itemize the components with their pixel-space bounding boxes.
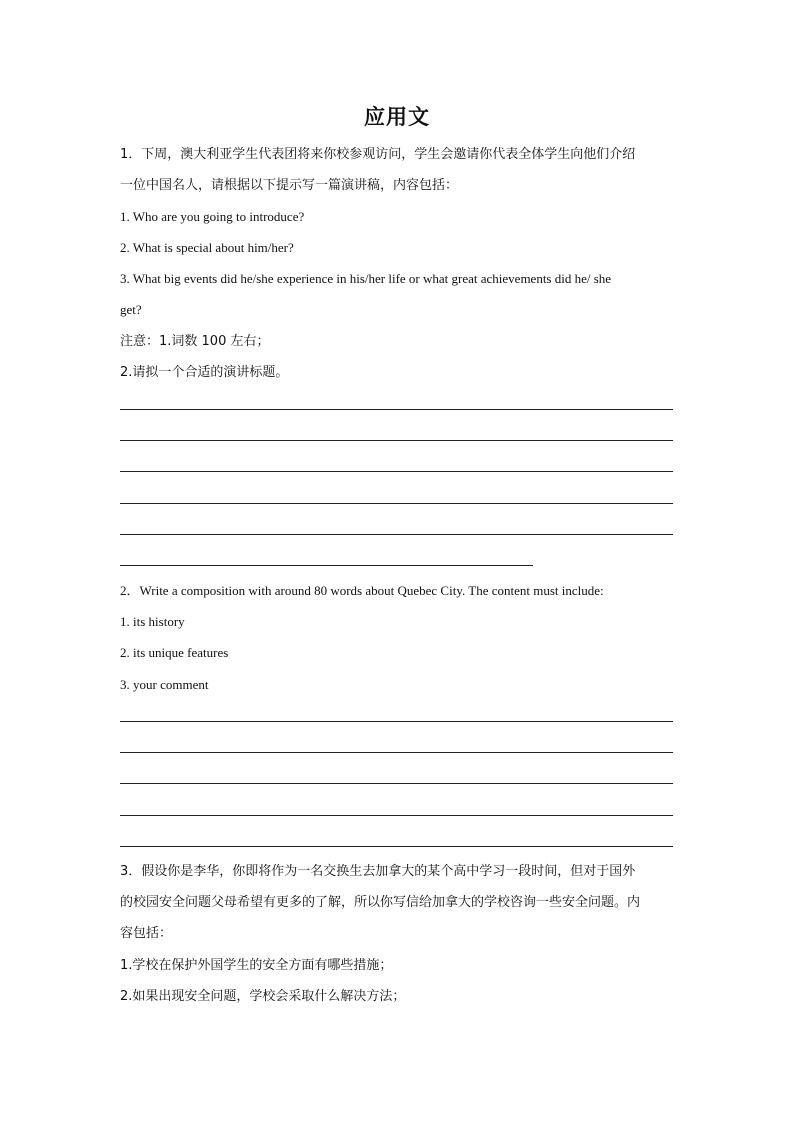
q3-prompt-line3: 容包括： bbox=[120, 926, 173, 941]
q1-answer-line-short bbox=[120, 565, 533, 566]
q2-answer-line bbox=[120, 815, 673, 816]
q1-answer-line bbox=[120, 534, 673, 535]
q1-answer-line bbox=[120, 503, 673, 504]
q1-item-1: 1. Who are you going to introduce? bbox=[120, 209, 305, 224]
q1-item-2: 2. What is special about him/her? bbox=[120, 240, 294, 255]
q2-answer-line bbox=[120, 846, 673, 847]
q3-prompt-line2: 的校园安全问题父母希望有更多的了解，所以你写信给加拿大的学校咨询一些安全问题。内 bbox=[120, 895, 641, 910]
q1-note-1: 注意：1.词数 100 左右； bbox=[120, 334, 270, 349]
q1-item-3: 3. What big events did he/she experience in his/her life or what great achievements did he/ she bbox=[120, 271, 612, 286]
q2-answer-line bbox=[120, 783, 673, 784]
q3-item-2: 2.如果出现安全问题，学校会采取什么解决方法； bbox=[120, 989, 406, 1004]
q2-answer-line bbox=[120, 752, 673, 753]
page-title: 应用文 bbox=[364, 105, 430, 129]
q1-prompt-line2: 一位中国名人，请根据以下提示写一篇演讲稿，内容包括： bbox=[120, 178, 459, 193]
q3-prompt-line1: 3．假设你是李华，你即将作为一名交换生去加拿大的某个高中学习一段时间，但对于国外 bbox=[120, 864, 636, 879]
q2-item-3: 3. your comment bbox=[120, 677, 209, 692]
q2-item-2: 2. its unique features bbox=[120, 645, 229, 660]
q2-item-1: 1. its history bbox=[120, 614, 185, 629]
q1-answer-line bbox=[120, 471, 673, 472]
q3-item-1: 1.学校在保护外国学生的安全方面有哪些措施； bbox=[120, 958, 393, 973]
q2-answer-line bbox=[120, 721, 673, 722]
q1-note-2: 2.请拟一个合适的演讲标题。 bbox=[120, 365, 289, 380]
q1-answer-line bbox=[120, 409, 673, 410]
q2-prompt: 2．Write a composition with around 80 words about Quebec City. The content must include: bbox=[120, 583, 604, 598]
q1-prompt-line1: 1．下周，澳大利亚学生代表团将来你校参观访问，学生会邀请你代表全体学生向他们介绍 bbox=[120, 147, 636, 162]
q1-item-3-continued: get? bbox=[120, 302, 142, 317]
q1-answer-line bbox=[120, 440, 673, 441]
